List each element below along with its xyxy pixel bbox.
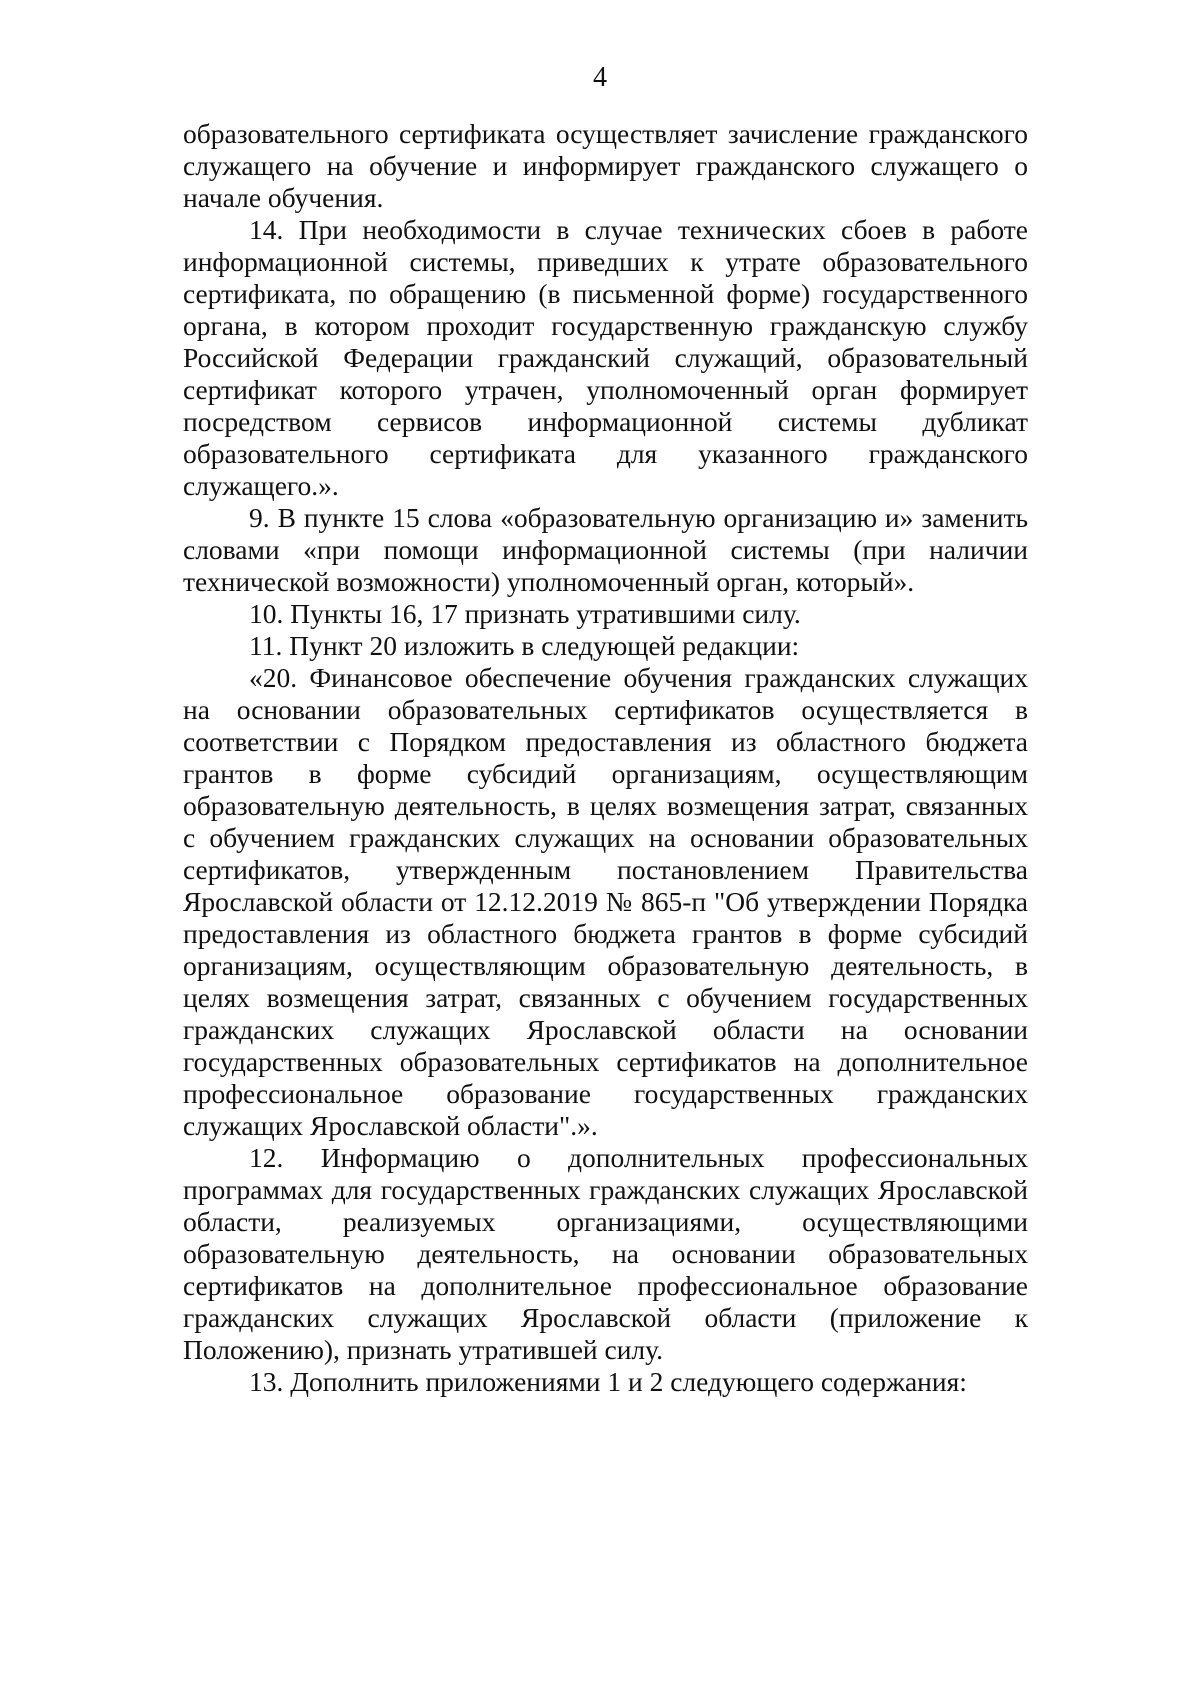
paragraph-item-9-amendment: 9. В пункте 15 слова «образовательную организацию и» заменить словами «при помощи информационной системы (при наличии технической возможности) уполномоченный орган, который».	[183, 502, 1028, 597]
paragraph-item-20-financing: «20. Финансовое обеспечение обучения гражданских служащих на основании образовательных сертификатов осуществляется в соответствии с Порядком предоставления из областного бюджета грантов в форме субсидий организациям, осуществляющим образовательную деятельность, в целях возмещения затрат, связанных с обучением гражданских служащих на основании образовательных сертификатов, утвержденным постановлением Правительства Ярославской области от 12.12.2019 № 865-п "Об утверждении Порядка предоставления из областного бюджета грантов в форме субсидий организациям, осуществляющим образовательную деятельность, в целях возмещения затрат, связанных с обучением государственных гражданских служащих Ярославской области на основании государственных образовательных сертификатов на дополнительное профессиональное образование государственных гражданских служащих Ярославской области".».	[183, 662, 1028, 1141]
paragraph-item-10-repeal: 10. Пункты 16, 17 признать утратившими силу.	[249, 598, 801, 629]
paragraph-enrollment-continuation: образовательного сертификата осуществляет зачисление гражданского служащего на обучение и информирует гражданского служащего о начале обучения.	[183, 118, 1028, 213]
document-body	[183, 118, 1028, 1398]
paragraph-item-12-repeal-info: 12. Информацию о дополнительных профессиональных программах для государственных гражданских служащих Ярославской области, реализуемых организациями, осуществляющими образовательную деятельность, на основании образовательных сертификатов на дополнительное профессиональное образование гражданских служащих Ярославской области (приложение к Положению), признать утратившей силу.	[183, 1142, 1028, 1365]
paragraph-item-13-appendices: 13. Дополнить приложениями 1 и 2 следующего содержания:	[249, 1366, 967, 1397]
paragraph-item-14-duplicate-certificate: 14. При необходимости в случае технических сбоев в работе информационной системы, приведших к утрате образовательного сертификата, по обращению (в письменной форме) государственного органа, в котором проходит государственную гражданскую службу Российской Федерации гражданский служащий, образовательный сертификат которого утрачен, уполномоченный орган формирует посредством сервисов информационной системы дубликат образовательного сертификата для указанного гражданского служащего.».	[183, 214, 1028, 501]
page-number: 4	[593, 62, 607, 93]
paragraph-item-11-new-wording: 11. Пункт 20 изложить в следующей редакции:	[249, 630, 800, 661]
